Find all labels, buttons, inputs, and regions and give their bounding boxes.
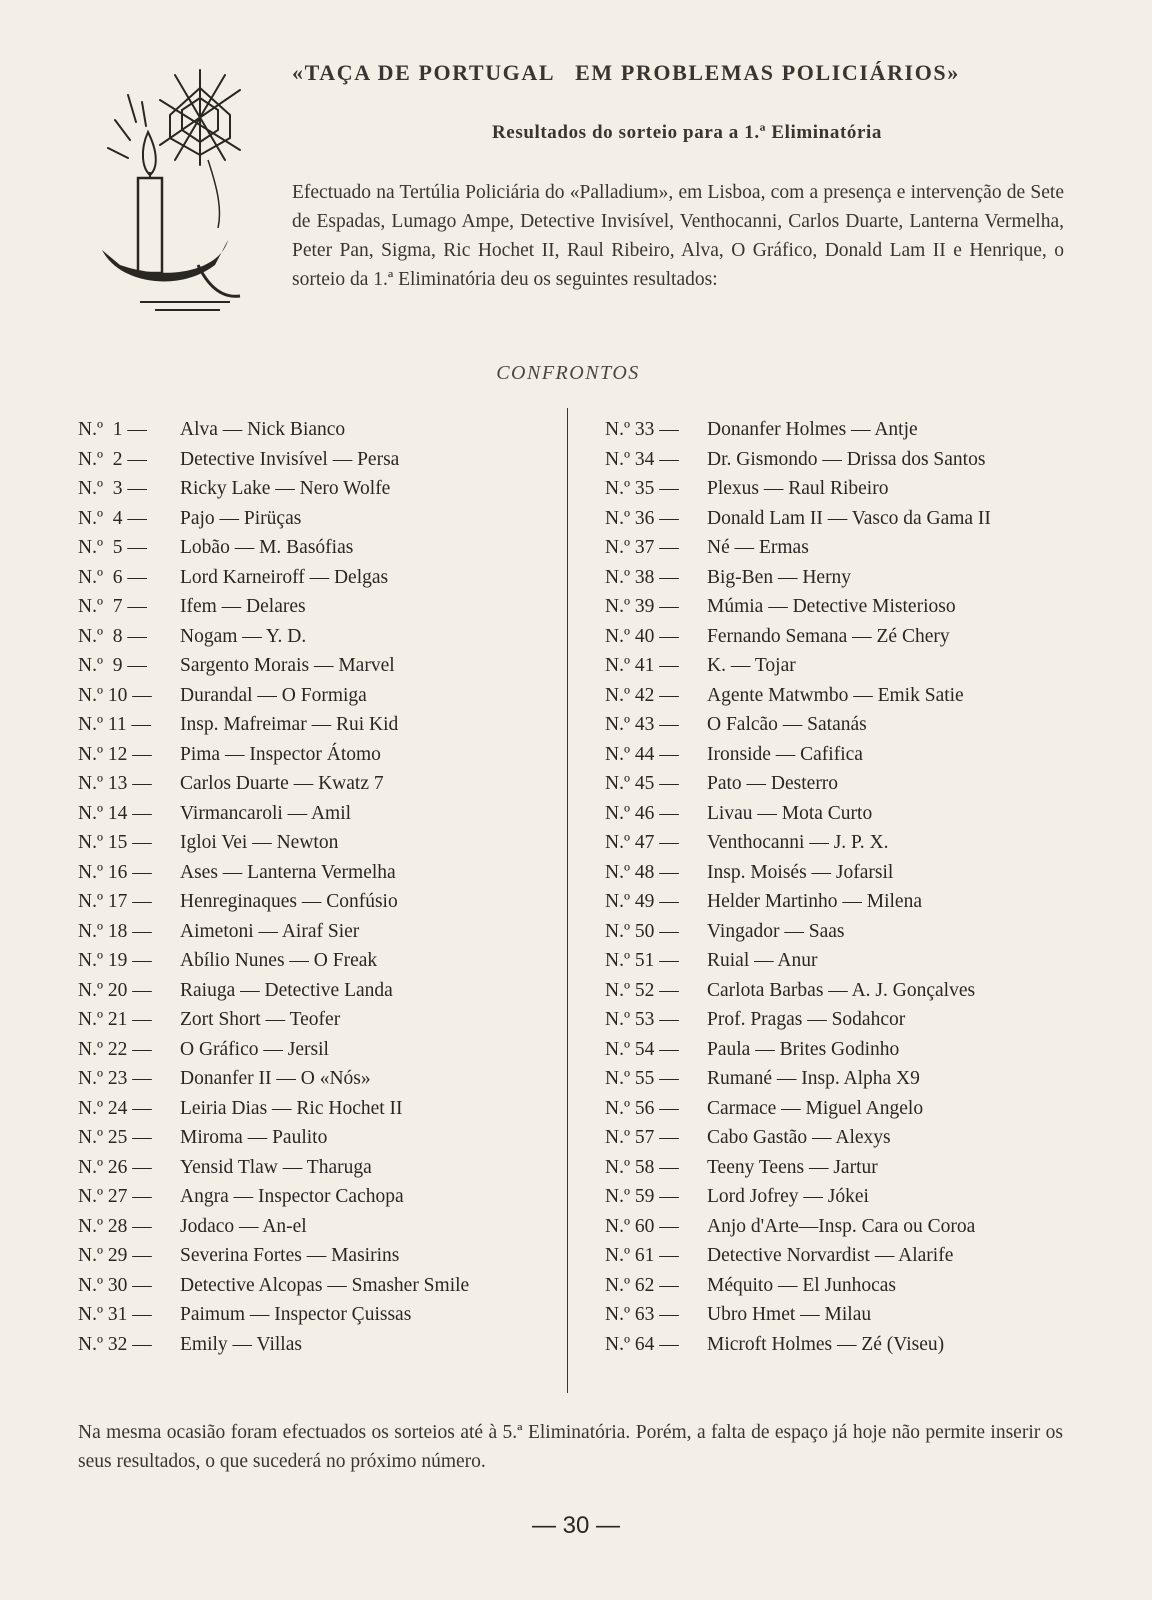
section-heading: CONFRONTOS	[496, 362, 640, 384]
match-pairing: Carmace — Miguel Angelo	[707, 1097, 924, 1119]
match-pairing: Emily — Villas	[180, 1333, 302, 1355]
match-pairing: Ases — Lanterna Vermelha	[180, 861, 396, 883]
match-number: N.º 58 —	[605, 1156, 679, 1178]
match-pairing: Teeny Teens — Jartur	[707, 1156, 878, 1178]
match-row	[605, 1035, 1065, 1065]
match-number: N.º 24 —	[78, 1097, 152, 1119]
match-pairing: Venthocanni — J. P. X.	[707, 832, 889, 853]
match-pairing: Zort Short — Teofer	[180, 1009, 341, 1030]
match-number: N.º 21 —	[78, 1009, 152, 1030]
match-pairing: Yensid Tlaw — Tharuga	[180, 1156, 372, 1178]
match-pairing: Donanfer II — O «Nós»	[180, 1068, 371, 1089]
match-row	[78, 1241, 543, 1271]
page-title	[292, 60, 1092, 86]
match-number: N.º 12 —	[78, 743, 152, 765]
match-row	[78, 563, 543, 593]
match-pairing: Raiuga — Detective Landa	[180, 979, 393, 1001]
match-pairing: Dr. Gismondo — Drissa dos Santos	[707, 448, 986, 470]
match-pairing: Carlota Barbas — A. J. Gonçalves	[707, 979, 976, 1001]
match-pairing: Lord Karneiroff — Delgas	[180, 566, 389, 588]
match-row	[605, 1064, 1065, 1094]
match-number: N.º 28 —	[78, 1215, 152, 1237]
match-number: N.º 32 —	[78, 1333, 152, 1355]
match-number: N.º 54 —	[605, 1038, 679, 1060]
match-number: N.º 59 —	[605, 1186, 679, 1207]
match-row	[78, 1271, 543, 1301]
match-number: N.º 33 —	[605, 419, 679, 440]
match-row	[605, 1241, 1065, 1271]
match-number: N.º 56 —	[605, 1097, 679, 1119]
match-row	[605, 1153, 1065, 1183]
match-row	[78, 1300, 543, 1330]
match-row	[78, 1212, 543, 1242]
match-number: N.º 49 —	[605, 891, 679, 912]
matches-left-column	[78, 415, 543, 1359]
match-pairing: Ifem — Delares	[180, 596, 306, 617]
match-number: N.º 53 —	[605, 1009, 679, 1030]
match-pairing: Jodaco — An-el	[180, 1215, 307, 1237]
match-number: N.º 17 —	[78, 891, 152, 912]
match-number: N.º 11 —	[78, 714, 152, 735]
match-row	[605, 1212, 1065, 1242]
match-row	[605, 1330, 1065, 1360]
match-pairing: K. — Tojar	[707, 655, 796, 676]
title-part-2: EM PROBLEMAS POLICIÁRIOS»	[575, 60, 960, 85]
match-row	[605, 976, 1065, 1006]
match-number: N.º 19 —	[78, 950, 152, 971]
match-pairing: Detective Invisível — Persa	[180, 448, 400, 470]
match-row	[78, 710, 543, 740]
matches-right-column	[605, 415, 1065, 1359]
match-pairing: Carlos Duarte — Kwatz 7	[180, 773, 384, 794]
match-row	[605, 710, 1065, 740]
match-number: N.º 51 —	[605, 950, 679, 971]
match-pairing: Ricky Lake — Nero Wolfe	[180, 478, 391, 499]
match-number: N.º 15 —	[78, 832, 152, 853]
match-row	[78, 504, 543, 534]
match-row	[605, 828, 1065, 858]
match-number: N.º 39 —	[605, 596, 679, 617]
match-row	[605, 1271, 1065, 1301]
match-number: N.º 35 —	[605, 478, 679, 499]
match-row	[605, 504, 1065, 534]
match-number: N.º 50 —	[605, 920, 679, 942]
match-pairing: Agente Matwmbo — Emik Satie	[707, 684, 964, 706]
match-row	[78, 622, 543, 652]
subtitle: Resultados do sorteio para a 1.ª Eliminatória	[491, 122, 882, 143]
match-number: N.º 43 —	[605, 714, 679, 735]
match-row	[605, 858, 1065, 888]
match-number: N.º 40 —	[605, 625, 679, 647]
match-number: N.º 20 —	[78, 979, 152, 1001]
match-number: N.º 16 —	[78, 861, 152, 883]
match-number: N.º 18 —	[78, 920, 152, 942]
match-row	[78, 858, 543, 888]
intro-paragraph: Efectuado na Tertúlia Policiária do «Palladium», em Lisboa, com a presença e intervenção de Sete de Espadas, Lumago Ampe, Detective Invisível, Venthocanni, Carlos Duarte, Lanterna Vermelha, Peter Pan, Sigma, Ric Hochet II, Raul Ribeiro, Alva, O Gráfico, Donald Lam II e Henrique, o sorteio da 1.ª Eliminatória deu os seguintes resultados:	[292, 182, 1064, 290]
match-row	[78, 1182, 543, 1212]
match-pairing: O Gráfico — Jersil	[180, 1038, 329, 1060]
match-row	[78, 976, 543, 1006]
match-number: N.º 6 —	[78, 566, 147, 588]
match-pairing: Insp. Mafreimar — Rui Kid	[180, 714, 399, 735]
match-number: N.º 57 —	[605, 1127, 679, 1148]
match-number: N.º 38 —	[605, 566, 679, 588]
match-row	[78, 828, 543, 858]
match-number: N.º 9 —	[78, 655, 147, 676]
match-number: N.º 55 —	[605, 1068, 679, 1089]
match-number: N.º 1 —	[78, 419, 147, 440]
match-pairing: Né — Ermas	[707, 537, 809, 558]
match-pairing: Severina Fortes — Masirins	[180, 1245, 400, 1266]
match-row	[605, 887, 1065, 917]
match-row	[78, 799, 543, 829]
match-row	[605, 1005, 1065, 1035]
match-row	[78, 740, 543, 770]
match-pairing: Rumané — Insp. Alpha X9	[707, 1068, 920, 1089]
match-pairing: Ironside — Cafifica	[707, 743, 863, 765]
match-row	[78, 1123, 543, 1153]
match-number: N.º 46 —	[605, 802, 679, 824]
match-number: N.º 14 —	[78, 802, 152, 824]
match-number: N.º 25 —	[78, 1127, 152, 1148]
match-number: N.º 31 —	[78, 1304, 152, 1325]
match-number: N.º 61 —	[605, 1245, 679, 1266]
match-number: N.º 27 —	[78, 1186, 152, 1207]
match-row	[78, 592, 543, 622]
match-row	[78, 1005, 543, 1035]
match-row	[78, 946, 543, 976]
match-row	[605, 445, 1065, 475]
page-number: — 30 —	[531, 1512, 621, 1539]
footer-note: Na mesma ocasião foram efectuados os sorteios até à 5.ª Eliminatória. Porém, a falta de espaço já hoje não permite inserir os seus resultados, o que sucederá no próximo número.	[78, 1422, 1063, 1472]
match-row	[605, 799, 1065, 829]
match-pairing: Donald Lam II — Vasco da Gama II	[707, 507, 991, 529]
match-row	[605, 946, 1065, 976]
match-pairing: Lobão — M. Basófias	[180, 537, 354, 558]
match-row	[78, 1094, 543, 1124]
match-row	[605, 681, 1065, 711]
match-pairing: Livau — Mota Curto	[707, 802, 873, 824]
match-row	[605, 651, 1065, 681]
match-row	[78, 769, 543, 799]
match-number: N.º 30 —	[78, 1274, 152, 1296]
match-pairing: Paimum — Inspector Çuissas	[180, 1304, 412, 1325]
match-pairing: Leiria Dias — Ric Hochet II	[180, 1097, 403, 1119]
match-number: N.º 8 —	[78, 625, 147, 647]
match-pairing: Anjo d'Arte—Insp. Cara ou Coroa	[707, 1215, 976, 1237]
match-pairing: Ubro Hmet — Milau	[707, 1304, 872, 1325]
match-number: N.º 41 —	[605, 655, 679, 676]
match-number: N.º 45 —	[605, 773, 679, 794]
match-number: N.º 64 —	[605, 1333, 679, 1355]
match-pairing: Virmancaroli — Amil	[180, 802, 352, 824]
match-pairing: Abílio Nunes — O Freak	[180, 950, 378, 971]
match-pairing: Méquito — El Junhocas	[707, 1274, 897, 1296]
match-number: N.º 60 —	[605, 1215, 679, 1237]
match-pairing: Donanfer Holmes — Antje	[707, 419, 918, 440]
column-divider	[567, 408, 568, 1393]
match-pairing: Vingador — Saas	[707, 920, 845, 942]
match-pairing: Fernando Semana — Zé Chery	[707, 625, 950, 647]
match-pairing: Alva — Nick Bianco	[180, 419, 346, 440]
match-number: N.º 36 —	[605, 507, 679, 529]
match-pairing: Cabo Gastão — Alexys	[707, 1127, 891, 1148]
match-pairing: Nogam — Y. D.	[180, 625, 307, 647]
match-number: N.º 7 —	[78, 596, 147, 617]
match-pairing: Angra — Inspector Cachopa	[180, 1186, 404, 1207]
match-pairing: Helder Martinho — Milena	[707, 891, 922, 912]
match-pairing: Lord Jofrey — Jókei	[707, 1186, 869, 1207]
match-row	[605, 474, 1065, 504]
match-pairing: Pima — Inspector Átomo	[180, 743, 381, 765]
match-row	[605, 1123, 1065, 1153]
match-row	[78, 1064, 543, 1094]
match-row	[78, 917, 543, 947]
match-pairing: Detective Norvardist — Alarife	[707, 1245, 954, 1266]
match-row	[605, 1300, 1065, 1330]
match-row	[605, 917, 1065, 947]
match-pairing: Igloi Vei — Newton	[180, 832, 339, 853]
match-number: N.º 3 —	[78, 478, 147, 499]
match-number: N.º 2 —	[78, 448, 147, 470]
match-number: N.º 29 —	[78, 1245, 152, 1266]
match-pairing: Aimetoni — Airaf Sier	[180, 920, 360, 942]
match-pairing: Durandal — O Formiga	[180, 684, 367, 706]
match-number: N.º 4 —	[78, 507, 147, 529]
match-number: N.º 34 —	[605, 448, 679, 470]
match-row	[78, 445, 543, 475]
candle-cobweb-icon	[100, 60, 275, 325]
match-pairing: Microft Holmes — Zé (Viseu)	[707, 1333, 945, 1355]
match-row	[78, 415, 543, 445]
match-row	[78, 887, 543, 917]
match-pairing: Pato — Desterro	[707, 773, 839, 794]
match-number: N.º 47 —	[605, 832, 679, 853]
match-number: N.º 22 —	[78, 1038, 152, 1060]
match-number: N.º 62 —	[605, 1274, 679, 1296]
match-row	[78, 1330, 543, 1360]
match-pairing: Detective Alcopas — Smasher Smile	[180, 1274, 470, 1296]
match-row	[605, 533, 1065, 563]
match-number: N.º 42 —	[605, 684, 679, 706]
match-pairing: O Falcão — Satanás	[707, 714, 867, 735]
match-pairing: Múmia — Detective Misterioso	[707, 596, 956, 617]
match-row	[78, 533, 543, 563]
match-row	[605, 563, 1065, 593]
match-row	[605, 622, 1065, 652]
match-number: N.º 37 —	[605, 537, 679, 558]
match-row	[78, 681, 543, 711]
match-pairing: Miroma — Paulito	[180, 1127, 328, 1148]
match-pairing: Ruial — Anur	[707, 950, 818, 971]
match-number: N.º 26 —	[78, 1156, 152, 1178]
match-row	[605, 740, 1065, 770]
match-number: N.º 13 —	[78, 773, 152, 794]
match-row	[78, 651, 543, 681]
match-row	[605, 1182, 1065, 1212]
match-number: N.º 48 —	[605, 861, 679, 883]
match-pairing: Pajo — Pirüças	[180, 507, 302, 529]
match-pairing: Sargento Morais — Marvel	[180, 655, 395, 676]
match-row	[605, 769, 1065, 799]
match-pairing: Prof. Pragas — Sodahcor	[707, 1009, 906, 1030]
match-pairing: Insp. Moisés — Jofarsil	[707, 861, 894, 883]
match-row	[605, 592, 1065, 622]
match-number: N.º 63 —	[605, 1304, 679, 1325]
match-row	[605, 1094, 1065, 1124]
match-pairing: Henreginaques — Confúsio	[180, 891, 398, 912]
match-number: N.º 5 —	[78, 537, 147, 558]
match-number: N.º 10 —	[78, 684, 152, 706]
match-row	[605, 415, 1065, 445]
match-row	[78, 1153, 543, 1183]
match-row	[78, 1035, 543, 1065]
match-number: N.º 23 —	[78, 1068, 152, 1089]
match-row	[78, 474, 543, 504]
match-number: N.º 44 —	[605, 743, 679, 765]
match-pairing: Big-Ben — Herny	[707, 566, 852, 588]
title-part-1: «TAÇA DE PORTUGAL	[292, 60, 556, 85]
match-pairing: Paula — Brites Godinho	[707, 1038, 900, 1060]
match-number: N.º 52 —	[605, 979, 679, 1001]
match-pairing: Plexus — Raul Ribeiro	[707, 478, 889, 499]
